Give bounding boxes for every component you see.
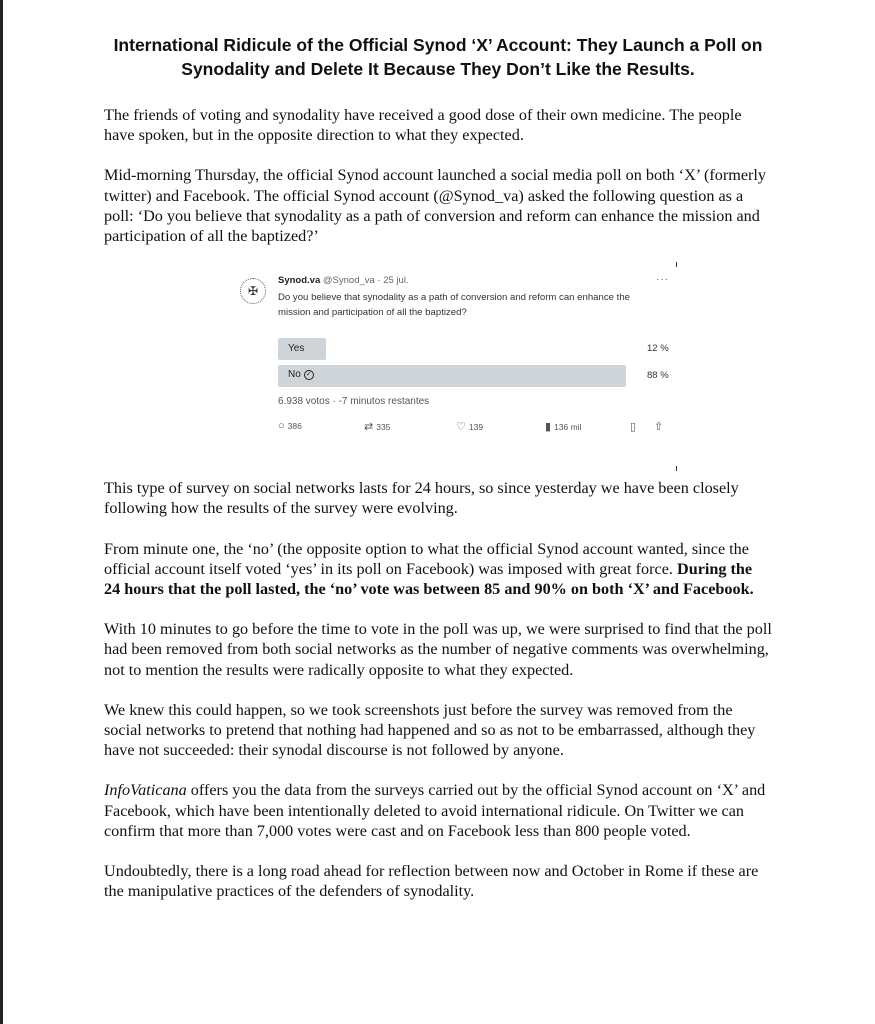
paragraph-4-bold: During the 24 hours that the poll lasted, the ‘no’ vote was between 85 and 90% on both ‘X’ and Facebook. [104,559,754,599]
tweet-question: Do you believe that synodality as a path of conversion and reform can enhance the mission and participation of all the baptized? [278,292,630,319]
tweet-handle-date: @Synod_va · 25 jul. [322,275,409,287]
article [104,30,772,901]
crop-mark [676,466,677,471]
check-circle-icon: ✓ [304,370,314,380]
paragraph-8: Undoubtedly, there is a long road ahead for reflection between now and October in Rome if these are the manipulative practices of the defenders of synodality. [104,862,759,901]
retweet-action [364,420,390,433]
reply-action [278,420,302,432]
poll-option-no-label: No [288,369,301,381]
paragraph-1: The friends of voting and synodality have received a good dose of their own medicine. The people have spoken, but in the opposite direction to what they expected. [104,106,742,145]
holy-see-seal-icon: ✠ [240,278,266,304]
paragraph-4-text: From minute one, the ‘no’ (the opposite option to what the official Synod account wanted, since the official account itself voted ‘yes’ in its poll on Facebook) was imposed with great force. [104,539,749,578]
tweet-action-bar [278,420,670,434]
poll-option-yes: Yes [288,343,305,355]
paragraph-5: With 10 minutes to go before the time to vote in the poll was up, we were surprised to find that the poll had been removed from both social networks as the number of negative comments was overwhelming, not to mention the results were radically opposite to what they expected. [104,620,772,679]
tweet-author-name: Synod.va [278,275,321,287]
infovaticana-name: InfoVaticana [104,781,187,800]
like-count: 139 [468,421,484,432]
paragraph-2: Mid-morning Thursday, the official Synod account launched a social media poll on both ‘X’ (formerly twitter) and Facebook. The official Synod account (@Synod_va) asked the following question as a poll: ‘Do you believe that synodality as a path of conversion and reform can enhance the mission and participation of all the baptized?’ [104,166,767,246]
like-action [456,420,483,433]
bar-chart-icon: ▮ [545,421,552,434]
paragraph-6: We knew this could happen, so we took screenshots just before the survey was removed from the social networks to pretend that nothing had happened and so as not to be embarrassed, although they have not succeeded: their synodal discourse is not followed by anyone. [104,700,756,760]
paragraph-7-text: offers you the data from the surveys carried out by the official Synod account on ‘X’ and Facebook, which have been intentionally deleted to avoid international ridicule. On Twitter we can confirm that more than 7,000 votes were cast and on Facebook less than 800 people voted. [104,781,766,840]
paragraph-3: This type of survey on social networks lasts for 24 hours, so since yesterday we have been closely following how the results of the survey were evolving. [104,479,739,518]
poll-option-no [288,369,314,380]
poll-vote-count: 6.938 votos · -7 minutos restantes [278,396,430,408]
reply-icon: ○ [278,420,285,433]
article-title: International Ridicule of the Official Synod ‘X’ Account: They Launch a Poll on Synodality and Delete It Because They Don’t Like the Results. [113,35,763,79]
heart-icon: ♡ [456,421,466,434]
more-options-icon: ··· [656,274,669,286]
poll-bar-no [278,365,626,387]
views-count: 136 mil [554,421,582,432]
poll-percent-no: 88 % [647,370,669,382]
paragraph-4 [104,539,772,600]
bookmark-icon: ▯ [630,421,637,434]
page-left-border [0,0,3,1024]
embedded-tweet-screenshot [230,270,678,450]
poll-percent-yes: 12 % [647,343,669,355]
share-icon: ⇧ [654,421,664,434]
views-action [545,420,581,433]
retweet-icon: ⇄ [364,421,374,434]
paragraph-7 [104,780,772,841]
tweet-header [278,275,409,286]
reply-count: 386 [287,421,302,432]
retweet-count: 335 [376,421,391,432]
crop-mark [676,262,677,267]
